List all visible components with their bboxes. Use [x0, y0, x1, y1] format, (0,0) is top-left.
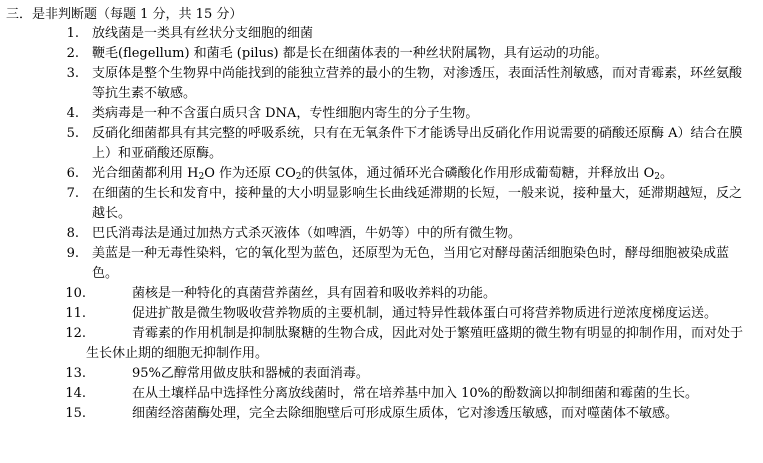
question-13	[0, 364, 763, 384]
question-text: 在细菌的生长和发育中，接种量的大小明显影响生长曲线延滞期的长短，一般来说，接种量大，延滞期越短，反之越长。	[92, 186, 743, 221]
question-12	[0, 324, 763, 364]
question-number: 6.	[66, 166, 79, 181]
question-15	[0, 404, 763, 424]
question-text: 反硝化细菌都具有其完整的呼吸系统，只有在无氧条件下才能诱导出反硝化作用说需要的硝酸还原酶 A）结合在膜上）和亚硝酸还原酶。	[92, 126, 743, 161]
question-text: 类病毒是一种不含蛋白质只含 DNA，专性细胞内寄生的分子生物。	[92, 106, 479, 121]
question-6	[0, 164, 763, 184]
question-9	[0, 244, 763, 284]
subscript: 2	[654, 172, 661, 182]
section-header: 三．是非判断题（每题 1 分，共 15 分）	[6, 7, 243, 22]
question-number: 3.	[66, 66, 79, 81]
question-number: 14.	[65, 386, 86, 401]
question-number: 12.	[65, 326, 86, 341]
question-number: 1.	[66, 26, 79, 41]
question-8	[0, 224, 763, 244]
question-number: 5.	[66, 126, 79, 141]
question-3	[0, 64, 763, 104]
question-4	[0, 104, 763, 124]
question-number: 9.	[66, 246, 79, 261]
question-14	[0, 384, 763, 404]
question-text: 青霉素的作用机制是抑制肽聚糖的生物合成，因此对处于繁殖旺盛期的微生物有明显的抑制作用，而对处于生长休止期的细胞无抑制作用。	[86, 326, 744, 361]
question-text: 在从土壤样品中选择性分离放线菌时，常在培养基中加入 10%的酚数滴以抑制细菌和霉菌的生长。	[132, 386, 699, 401]
question-text: 鞭毛(flegellum) 和菌毛 (pilus) 都是长在细菌体表的一种丝状附属物，具有运动的功能。	[92, 46, 608, 61]
question-number: 10.	[65, 286, 86, 301]
question-5	[0, 124, 763, 164]
question-text: 菌核是一种特化的真菌营养菌丝，具有固着和吸收养料的功能。	[132, 286, 497, 301]
question-text: 放线菌是一类具有丝状分支细胞的细菌	[92, 26, 314, 41]
question-number: 15.	[65, 406, 86, 421]
question-number: 7.	[66, 186, 79, 201]
question-text: 支原体是整个生物界中尚能找到的能独立营养的最小的生物，对渗透压，表面活性剂敏感，而对青霉素，环丝氨酸等抗生素不敏感。	[92, 66, 743, 101]
question-text: 细菌经溶菌酶处理，完全去除细胞壁后可形成原生质体，它对渗透压敏感，而对噬菌体不敏感。	[132, 406, 679, 421]
question-7	[0, 184, 763, 224]
question-10	[0, 284, 763, 304]
question-number: 13.	[65, 366, 86, 381]
question-number: 4.	[66, 106, 79, 121]
question-text: 巴氏消毒法是通过加热方式杀灭液体（如啤酒，牛奶等）中的所有微生物。	[92, 226, 522, 241]
subscript: 2	[295, 172, 302, 182]
question-text: 美蓝是一种无毒性染料，它的氧化型为蓝色，还原型为无色，当用它对酵母菌活细胞染色时，酵母细胞被染成蓝色。	[92, 246, 730, 281]
text-segment: 的供氢体，通过循环光合磷酸化作用形成葡萄糖，并释放出 O	[301, 166, 655, 181]
text-segment: O 作为还原 CO	[204, 166, 296, 181]
question-11	[0, 304, 763, 324]
subscript: 2	[198, 172, 205, 182]
question-number: 2.	[66, 46, 79, 61]
question-2	[0, 44, 763, 64]
judgment-question-list	[0, 24, 763, 424]
question-text: 95%乙醇常用做皮肤和器械的表面消毒。	[132, 366, 369, 381]
question-text	[79, 164, 763, 184]
question-number: 11.	[65, 306, 86, 321]
question-number: 8.	[66, 226, 79, 241]
question-1	[0, 24, 763, 44]
question-text: 促进扩散是微生物吸收营养物质的主要机制，通过特异性载体蛋白可将营养物质进行逆浓度梯度运送。	[132, 306, 718, 321]
text-segment: 光合细菌都利用 H	[92, 166, 199, 181]
text-segment: 。	[660, 166, 674, 181]
